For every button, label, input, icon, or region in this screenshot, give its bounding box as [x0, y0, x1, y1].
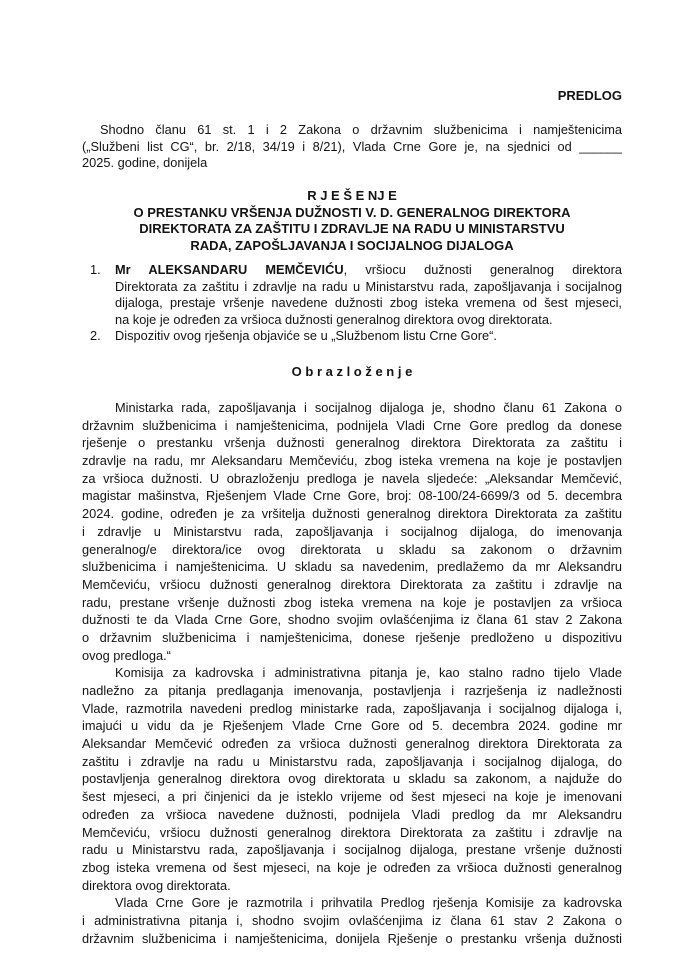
text-line: direktora ovog direktorata. [82, 877, 231, 893]
text-line: zdravlje na radu, mr Aleksandaru Memčeviću, zbog isteka vremena na koje je postavljen [82, 453, 622, 469]
person-name: Mr ALEKSANDARU MEMČEVIĆU [115, 262, 344, 277]
explanation-paragraph [82, 664, 622, 894]
explanation-paragraph [82, 894, 622, 947]
intro-paragraph [82, 122, 622, 172]
list-number: 1. [90, 262, 101, 277]
explanation-body [82, 399, 622, 947]
text-line: radu, prestane vršenje dužnosti zbog isteka vremena na koje je postavljen za vršioca [82, 594, 622, 610]
explanation-paragraph [82, 399, 622, 664]
list-item-2 [82, 328, 622, 345]
text-line: rješenje o prestanku vršenja dužnosti generalnog direktora Direktorata za zaštitu i [82, 435, 622, 451]
text-line: Memčeviću, vršiocu dužnosti generalnog direktora Direktorata za zaštitu i zdravlje na [82, 824, 622, 840]
text-line: postavljenja generalnog direktora ovog direktorata u skladu sa zakonom, a najduže do [82, 771, 622, 787]
text-line: i zdravlje u Ministarstvu rada, zapošljavanja i socijalnog dijaloga, do imenovanja [82, 523, 622, 539]
text-line: Dispozitiv ovog rješenja objaviće se u „Službenom listu Crne Gore“. [115, 328, 497, 343]
text-line: na koje je određen za vršioca dužnosti generalnog direktora ovog direktorata. [115, 311, 553, 327]
text-line: Aleksandar Memčević određen za vršioca dužnosti generalnog direktora Direktorata za [82, 736, 622, 752]
text-line: državnim službenicima i namještenicima, podnijela Vladi Crne Gore predlog da donese [82, 417, 622, 433]
text-line: o državnim službenicima i namještenicima, donese rješenje predloženo u dispozitivu [82, 629, 622, 645]
decision-title [82, 188, 622, 254]
text-line: i administrativna pitanja i, shodno svojim ovlašćenjima iz člana 61 stav 2 Zakona o [82, 912, 622, 928]
text-line: službenicima i namještenicima. U skladu sa navedenim, predlažemo da mr Aleksandru [82, 559, 622, 575]
text-line: radu u Ministarstvu rada, zapošljavanja i socijalnog dijaloga, prestane vršenje dužnosti [82, 842, 622, 858]
proposal-label: PREDLOG [557, 88, 622, 103]
text-line: dužnosti te da Vlada Crne Gore, shodno svojim ovlašćenjima iz člana 61 stav 2 Zakona [82, 612, 622, 628]
text-line: („Službeni list CG“, br. 2/18, 34/19 i 8/21), Vlada Crne Gore je, na sjednici od ______ [82, 138, 622, 154]
text-line: Ministarka rada, zapošljavanja i socijalnog dijaloga je, shodno članu 61 Zakona o [115, 400, 622, 415]
title-line: O PRESTANKU VRŠENJA DUŽNOSTI V. D. GENERALNOG DIREKTORA [133, 204, 571, 220]
text-line: imajući u vidu da je Rješenjem Vlade Crne Gore od 5. decembra 2024. godine mr [82, 718, 622, 734]
text-line: zaštitu i zdravlje na radu u Ministarstvu rada, zapošljavanja i socijalnog dijaloga, do [82, 753, 622, 769]
list-item-1 [82, 262, 622, 328]
text-line: dijaloga, prestaje vršenje navedene dužnosti zbog isteka vremena od šest mjeseci, [115, 295, 622, 311]
text-line: 2024. godine, određen je za vršitelja dužnosti generalnog direktora Direktorata za zaštitu [82, 506, 622, 522]
title-heading: R J E Š E NJ E [307, 188, 397, 203]
text-line: za vršioca dužnosti. U obrazloženju predloga je navela sljedeće: „Aleksandar Memčević, [82, 470, 622, 486]
text-line: zbog isteka vremena od šest mjeseci, na koje je određen za vršioca dužnosti generalnog [82, 859, 622, 875]
text-line: ovog predloga.“ [82, 647, 171, 663]
text-line: određen za vršioca navedene dužnosti, podnijela Vladi predlog da mr Aleksandru [82, 806, 622, 822]
text-line: Vlade, razmotrila navedeni predlog ministarke rada, zapošljavanja i socijalnog dijaloga i, [82, 700, 622, 716]
text-line: Vlada Crne Gore je razmotrila i prihvatila Predlog rješenja Komisije za kadrovska [115, 895, 622, 911]
list-number: 2. [90, 328, 101, 343]
text-line: Memčeviću, vršiocu dužnosti generalnog direktora Direktorata za zaštitu i zdravlje na [82, 576, 622, 592]
text-line: šest mjeseci, a pri činjenici da je isteklo vrijeme od šest mjeseci na koje je imenovani [82, 789, 622, 805]
text-line: Komisija za kadrovska i administrativna pitanja je, kao stalno radno tijelo Vlade [115, 665, 622, 681]
explanation-heading: O b r a z l o ž e n j e [291, 364, 413, 379]
title-line: RADA, ZAPOŠLJAVANJA I SOCIJALNOG DIJALOGA [190, 237, 514, 253]
title-line: DIREKTORATA ZA ZAŠTITU I ZDRAVLJE NA RADU U MINISTARSTVU [139, 221, 565, 237]
text-line: državnim službenicima i namještenicima, donijela Rješenje o prestanku vršenja dužnosti [82, 930, 622, 946]
text-line: Direktorata za zaštitu i zdravlje na radu u Ministarstvu rada, zapošljavanja i socijalnog [115, 278, 622, 294]
text-line: nadležno za pitanja predlaganja imenovanja, postavljenja i razrješenja iz nadležnosti [82, 683, 622, 698]
text-line: , vršiocu dužnosti generalnog direktora [343, 262, 622, 277]
text-line: Shodno članu 61 st. 1 i 2 Zakona o državnim službenicima i namještenicima [100, 122, 622, 137]
text-line: generalnog/e direktora/ice ovog direktorata u skladu sa zakonom o državnim [82, 541, 622, 557]
text-line: 2025. godine, donijela [82, 155, 208, 171]
text-line: magistar mašinstva, Rješenjem Vlade Crne Gore, broj: 08-100/24-6699/3 od 5. decembra [82, 488, 622, 504]
